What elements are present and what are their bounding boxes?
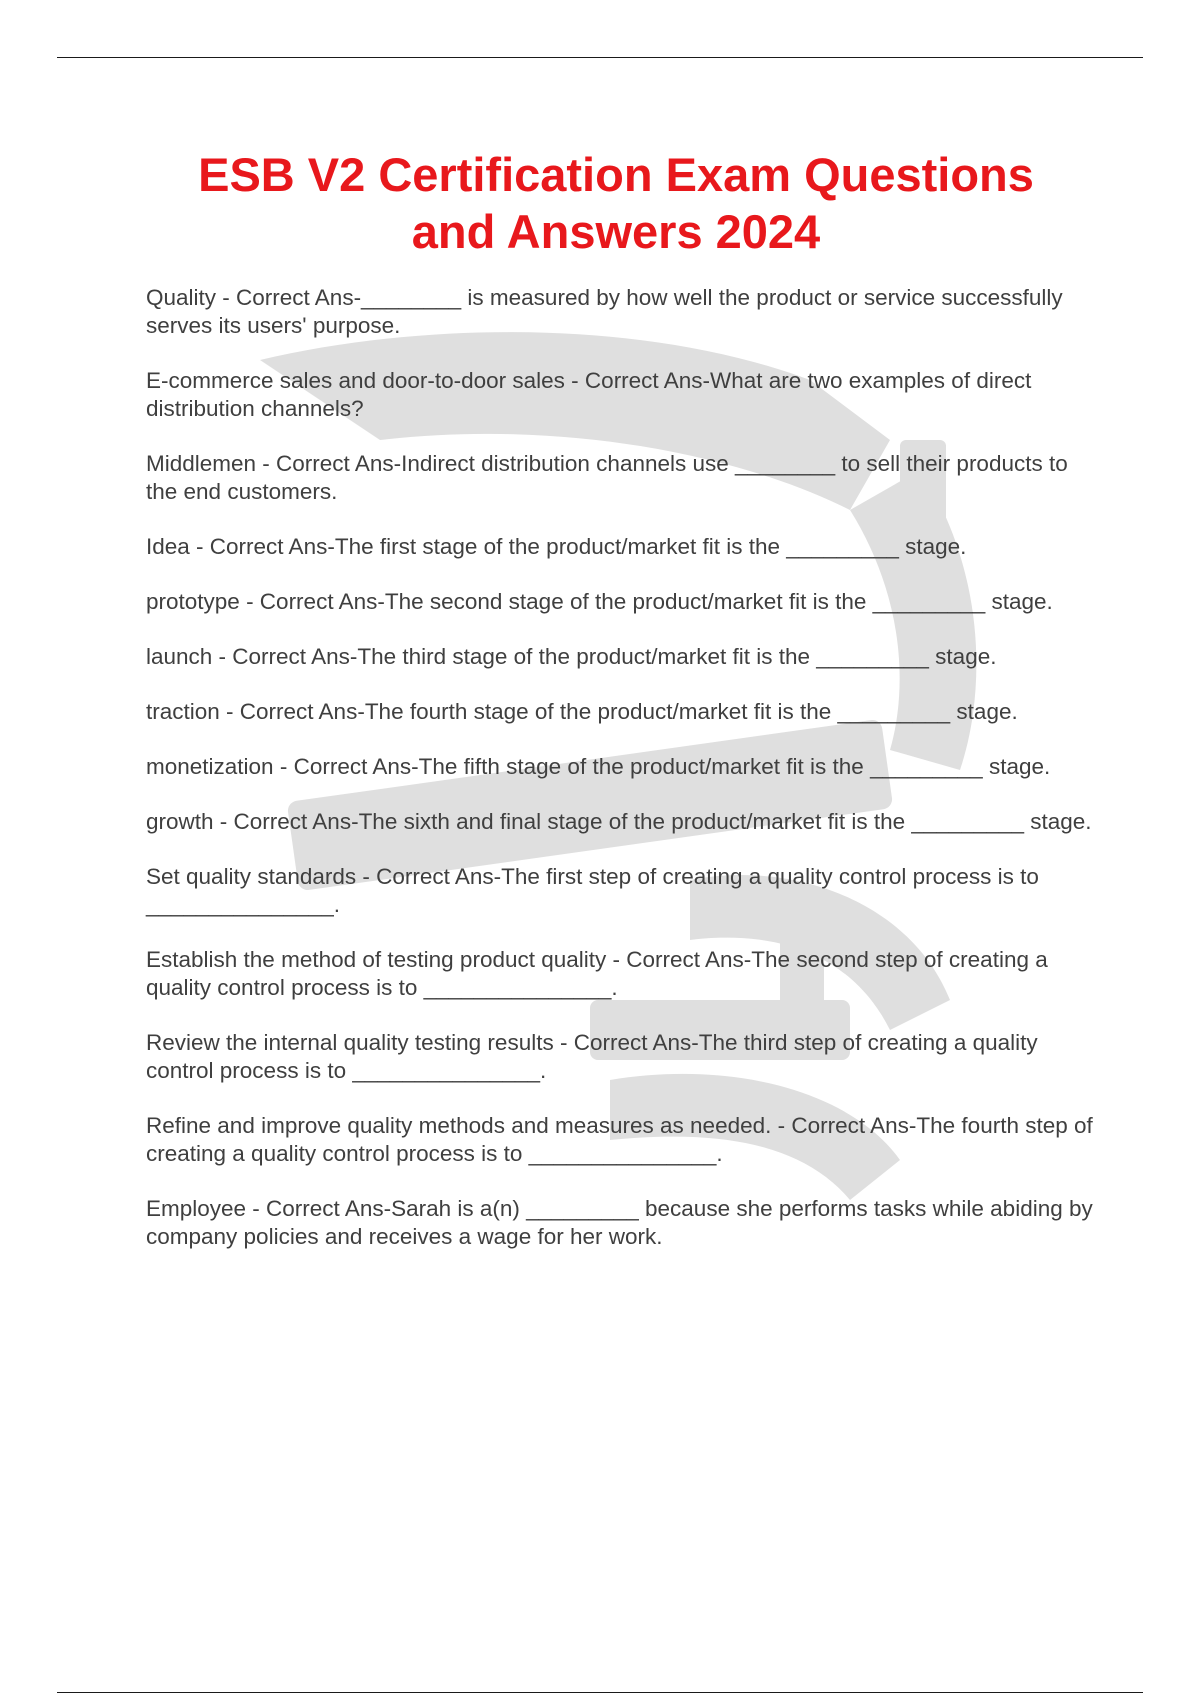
qa-item: Employee - Correct Ans-Sarah is a(n) _________ because she performs tasks while abiding by company policies and receives a wage for her work. (146, 1196, 1100, 1249)
qa-item: Review the internal quality testing results - Correct Ans-The third step of creating a quality control process is to _______________. (146, 1030, 1044, 1083)
qa-item: growth - Correct Ans-The sixth and final stage of the product/market fit is the _________ stage. (146, 809, 1092, 834)
qa-item: traction - Correct Ans-The fourth stage of the product/market fit is the _________ stage. (146, 699, 1018, 724)
qa-item: Set quality standards - Correct Ans-The first step of creating a quality control process is to _______________. (146, 864, 1046, 917)
qa-list (146, 284, 1100, 1278)
qa-item: Idea - Correct Ans-The first stage of the product/market fit is the _________ stage. (146, 534, 967, 559)
top-rule (57, 57, 1143, 58)
qa-item: launch - Correct Ans-The third stage of the product/market fit is the _________ stage. (146, 644, 997, 669)
qa-item: prototype - Correct Ans-The second stage of the product/market fit is the _________ stage. (146, 589, 1053, 614)
qa-item: Establish the method of testing product quality - Correct Ans-The second step of creating a quality control process is to _______________. (146, 947, 1055, 1000)
qa-item: monetization - Correct Ans-The fifth stage of the product/market fit is the _________ stage. (146, 754, 1051, 779)
bottom-rule (57, 1692, 1143, 1693)
qa-item: E-commerce sales and door-to-door sales - Correct Ans-What are two examples of direct distribution channels? (146, 368, 1038, 421)
document-title (0, 146, 1200, 260)
title-line-2: and Answers 2024 (411, 205, 821, 258)
title-line-1: ESB V2 Certification Exam Questions (198, 148, 1034, 201)
qa-item: Quality - Correct Ans-________ is measured by how well the product or service successfully serves its users' purpose. (146, 285, 1069, 338)
qa-item: Refine and improve quality methods and measures as needed. - Correct Ans-The fourth step of creating a quality control process is to _______________. (146, 1113, 1100, 1166)
qa-item: Middlemen - Correct Ans-Indirect distribution channels use ________ to sell their products to the end customers. (146, 451, 1075, 504)
